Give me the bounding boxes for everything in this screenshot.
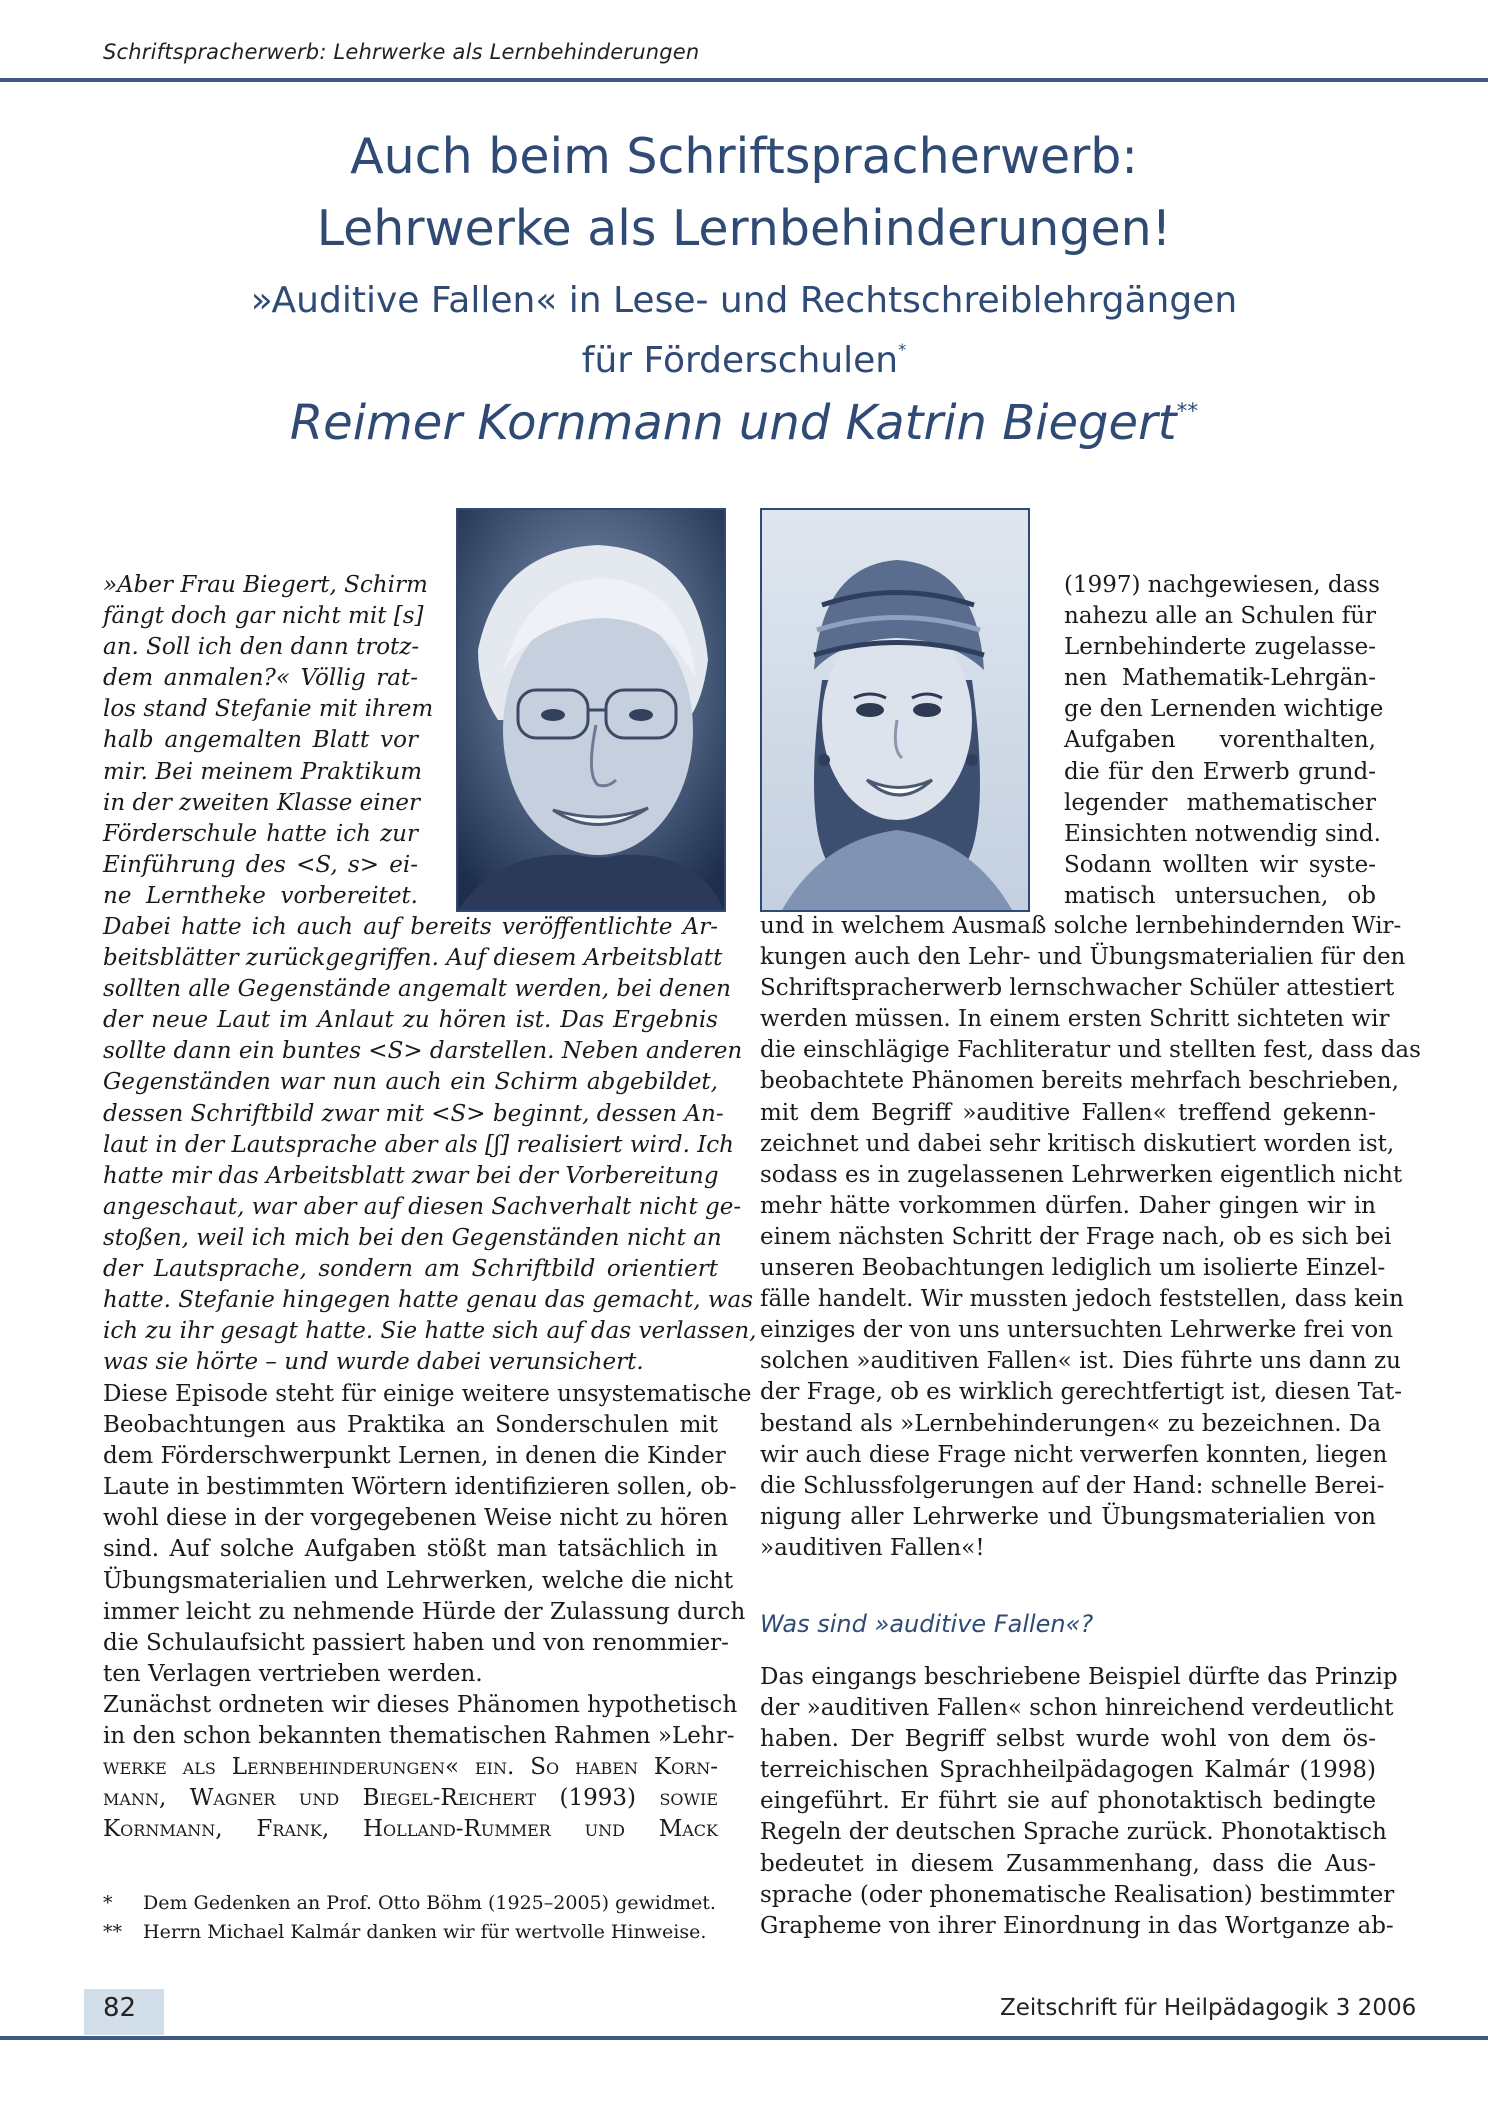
text-line: einem nächsten Schritt der Frage nach, ob es sich bei	[760, 1223, 1392, 1250]
subtitle-footnote-mark: *	[898, 340, 907, 359]
text-line: nen Mathematik-Lehrgän-	[1064, 665, 1376, 692]
text-line: (1997) nachgewiesen, dass	[1064, 572, 1380, 598]
text-line: Schriftspracherwerb lernschwacher Schüler attestiert	[760, 975, 1395, 1002]
text-line: bedeutet in diesem Zusammenhang, dass die Aus-	[760, 1850, 1376, 1877]
text-line: haben. Der Begriff selbst wurde wohl von dem ös-	[760, 1726, 1376, 1753]
text-line: eingeführt. Er führt sie auf phonotaktisch bedingte	[760, 1788, 1376, 1815]
text-line: mann, Wagner und Biegel-Reichert (1993) sowie	[103, 1785, 718, 1812]
text-line: Übungsmaterialien und Lehrwerken, welche die nicht	[103, 1567, 734, 1594]
text-line: »auditiven Fallen«!	[760, 1534, 985, 1561]
body-left-column	[103, 1379, 752, 1845]
text-line: fälle handelt. Wir mussten jedoch feststellen, dass kein	[760, 1286, 1404, 1313]
text-line: Sodann wollten wir syste-	[1064, 851, 1376, 878]
authors-line	[0, 395, 1488, 451]
footnote-mark: **	[103, 1921, 122, 1943]
text-line: und in welchem Ausmaß solche lernbehindernden Wir-	[760, 913, 1402, 939]
body-right-narrow	[1064, 570, 1384, 912]
text-line: fängt doch gar nicht mit [s]	[103, 603, 424, 630]
text-line: die Schulaufsicht passiert haben und von renommier-	[103, 1629, 729, 1656]
text-line: Gegenständen war nun auch ein Schirm abgebildet,	[103, 1069, 718, 1096]
text-line: Das eingangs beschriebene Beispiel dürfte das Prinzip	[760, 1664, 1398, 1690]
portrait-man-image	[458, 510, 724, 910]
text-line: angeschaut, war aber auf diesen Sachverhalt nicht ge-	[103, 1193, 742, 1220]
text-line: Einführung des <S, s> ei-	[103, 851, 418, 878]
portrait-woman-image	[762, 510, 1028, 910]
text-line: werke als Lernbehinderungen« ein. So haben Korn-	[103, 1754, 718, 1781]
subtitle-line-2	[0, 340, 1488, 381]
footnote-mark: *	[103, 1892, 113, 1914]
text-line: sind. Auf solche Aufgaben stößt man tatsächlich in	[103, 1536, 718, 1563]
text-line: Kornmann, Frank, Holland-Rummer und Mack	[103, 1816, 718, 1843]
text-line: »Aber Frau Biegert, Schirm	[103, 572, 428, 598]
text-line: Grapheme von ihrer Einordnung in das Wortganze ab-	[760, 1912, 1394, 1939]
authors: Reimer Kornmann und Katrin Biegert	[289, 395, 1177, 451]
text-line: ten Verlagen vertrieben werden.	[103, 1660, 483, 1687]
text-line: stoßen, weil ich mich bei den Gegenständen nicht an	[103, 1224, 722, 1251]
text-line: Lernbehinderte zugelasse-	[1064, 634, 1376, 661]
text-line: laut in der Lautsprache aber als [ʃ] realisiert wird. Ich	[103, 1131, 734, 1158]
text-line: was sie hörte – und wurde dabei verunsichert.	[103, 1349, 644, 1376]
footnote-text: Herrn Michael Kalmár danken wir für wertvolle Hinweise.	[143, 1921, 707, 1943]
text-line: zeichnet und dabei sehr kritisch diskutiert worden ist,	[760, 1130, 1395, 1157]
text-line: immer leicht zu nehmende Hürde der Zulassung durch	[103, 1598, 746, 1625]
article-title-line-2: Lehrwerke als Lernbehinderungen!	[316, 200, 1172, 257]
subtitle-line-2-text: für Förderschulen	[581, 340, 899, 381]
footnotes	[103, 1889, 723, 1947]
text-line: nahezu alle an Schulen für	[1064, 603, 1377, 630]
text-line: dessen Schriftbild zwar mit <S> beginnt, dessen An-	[103, 1100, 724, 1127]
text-line: Förderschule hatte ich zur	[103, 820, 418, 847]
text-line: unseren Beobachtungen lediglich um isolierte Einzel-	[760, 1255, 1386, 1282]
body-right-column	[760, 911, 1421, 1564]
footnote	[103, 1918, 723, 1947]
text-line: der Frage, ob es wirklich gerechtfertigt ist, diesen Tat-	[760, 1379, 1402, 1406]
header-rule	[0, 78, 1488, 82]
text-line: Aufgaben vorenthalten,	[1064, 727, 1376, 754]
text-line: Regeln der deutschen Sprache zurück. Phonotaktisch	[760, 1819, 1387, 1846]
portrait-photo-left	[456, 508, 726, 912]
body-right-section	[760, 1662, 1398, 1942]
footnote-text: Dem Gedenken an Prof. Otto Böhm (1925–2005) gewidmet.	[143, 1892, 716, 1914]
text-line: matisch untersuchen, ob	[1064, 882, 1376, 909]
text-line: Laute in bestimmten Wörtern identifizieren sollen, ob-	[103, 1474, 737, 1501]
text-line: in der zweiten Klasse einer	[103, 789, 421, 816]
authors-footnote-mark: **	[1176, 399, 1199, 424]
text-line: hatte. Stefanie hingegen hatte genau das gemacht, was	[103, 1287, 754, 1314]
text-line: der Lautsprache, sondern am Schriftbild orientiert	[103, 1256, 718, 1283]
text-line: einziges der von uns untersuchten Lehrwerke frei von	[760, 1317, 1394, 1344]
text-line: mit dem Begriff »auditive Fallen« treffend gekenn-	[760, 1099, 1376, 1126]
text-line: terreichischen Sprachheilpädagogen Kalmár (1998)	[760, 1757, 1376, 1784]
subtitle-line-1: »Auditive Fallen« in Lese- und Rechtschreiblehrgängen	[250, 280, 1238, 321]
text-line: mehr hätte vorkommen dürfen. Daher gingen wir in	[760, 1192, 1376, 1219]
text-line: beobachtete Phänomen bereits mehrfach beschrieben,	[760, 1068, 1399, 1095]
text-line: solchen »auditiven Fallen« ist. Dies führte uns dann zu	[760, 1348, 1401, 1375]
text-line: hatte mir das Arbeitsblatt zwar bei der Vorbereitung	[103, 1162, 719, 1189]
text-line: Diese Episode steht für einige weitere unsystematische	[103, 1381, 752, 1407]
text-line: in den schon bekannten thematischen Rahmen »Lehr-	[103, 1723, 735, 1750]
text-line: sprache (oder phonematische Realisation) bestimmter	[760, 1881, 1395, 1908]
text-line: sollte dann ein buntes <S> darstellen. Neben anderen	[103, 1038, 743, 1065]
journal-citation: Zeitschrift für Heilpädagogik 3 2006	[1000, 1995, 1417, 2021]
text-line: Beobachtungen aus Praktika an Sonderschulen mit	[103, 1412, 718, 1439]
text-line: dem anmalen?« Völlig rat-	[103, 665, 418, 692]
text-line: die Schlussfolgerungen auf der Hand: schnelle Berei-	[760, 1472, 1385, 1499]
text-line: sodass es in zugelassenen Lehrwerken eigentlich nicht	[760, 1161, 1403, 1188]
text-line: los stand Stefanie mit ihrem	[103, 696, 434, 723]
text-line: wir auch diese Frage nicht verwerfen konnten, liegen	[760, 1441, 1388, 1468]
text-line: werden müssen. In einem ersten Schritt sichteten wir	[760, 1006, 1390, 1033]
text-line: an. Soll ich den dann trotz-	[103, 634, 420, 661]
text-line: der neue Laut im Anlaut zu hören ist. Das Ergebnis	[103, 1007, 718, 1034]
page-number: 82	[103, 1993, 137, 2023]
text-line: nigung aller Lehrwerke und Übungsmaterialien von	[760, 1503, 1376, 1530]
section-heading: Was sind »auditive Fallen«?	[760, 1610, 1094, 1638]
text-line: dem Förderschwerpunkt Lernen, in denen die Kinder	[103, 1443, 726, 1470]
text-line: der »auditiven Fallen« schon hinreichend verdeutlicht	[760, 1695, 1394, 1722]
footnote	[103, 1889, 723, 1918]
text-line: Einsichten notwendig sind.	[1064, 820, 1381, 847]
text-line: halb angemalten Blatt vor	[103, 727, 418, 754]
text-line: mir. Bei meinem Praktikum	[103, 758, 423, 785]
intro-anecdote-wide	[103, 912, 757, 1378]
footer-rule	[0, 2036, 1488, 2040]
intro-anecdote-narrow	[103, 570, 434, 912]
text-line: bestand als »Lernbehinderungen« zu bezeichnen. Da	[760, 1410, 1382, 1437]
article-title-line-1: Auch beim Schriftspracherwerb:	[350, 128, 1138, 185]
text-line: beitsblätter zurückgegriffen. Auf diesem Arbeitsblatt	[103, 945, 723, 972]
text-line: ge den Lernenden wichtige	[1064, 696, 1384, 723]
text-line: ne Lerntheke vorbereitet.	[103, 882, 418, 909]
running-head: Schriftspracherwerb: Lehrwerke als Lernbehinderungen	[103, 40, 700, 64]
portrait-photo-right	[760, 508, 1030, 912]
text-line: sollten alle Gegenstände angemalt werden, bei denen	[103, 976, 731, 1003]
text-line: wohl diese in der vorgegebenen Weise nicht zu hören	[103, 1505, 729, 1532]
text-line: ich zu ihr gesagt hatte. Sie hatte sich auf das verlassen,	[103, 1318, 757, 1345]
text-line: die einschlägige Fachliteratur und stellten fest, dass das	[760, 1037, 1421, 1064]
text-line: kungen auch den Lehr- und Übungsmaterialien für den	[760, 944, 1406, 971]
text-line: Dabei hatte ich auch auf bereits veröffentlichte Ar-	[103, 914, 718, 940]
text-line: die für den Erwerb grund-	[1064, 758, 1376, 785]
text-line: legender mathematischer	[1064, 789, 1376, 816]
text-line: Zunächst ordneten wir dieses Phänomen hypothetisch	[103, 1691, 738, 1718]
